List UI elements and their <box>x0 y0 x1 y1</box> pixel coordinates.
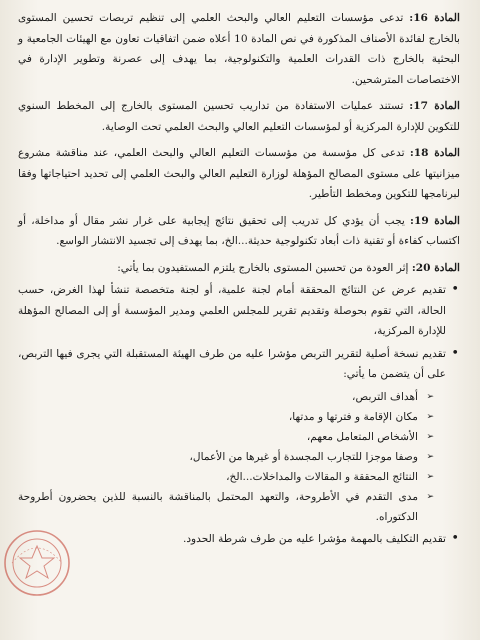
article-text: يجب أن يؤدي كل تدريب إلى تحقيق نتائج إيجابية على غرار نشر مقال أو مداخلة، أو اكتساب كفاءة أو تقنية ذات أبعاد تكنولوجية حديثة...الخ، بما يهدف إلى تجسيد الانتشار الواسع. <box>18 214 460 247</box>
article-20 <box>18 258 460 550</box>
sub-list-item: ➢ وصفا موجزا للتجارب المجسدة أو غيرها من الأعمال، <box>18 447 418 467</box>
article-intro: إثر العودة من تحسين المستوى بالخارج يلتزم المستفيدون بما يأتي: <box>117 261 412 274</box>
article-text: تستند عمليات الاستفادة من تداريب تحسين المستوى بالخارج إلى المخطط السنوي للتكوين للإدارة المركزية أو لمؤسسات التعليم العالي والبحث العلمي تحت الوصاية. <box>18 100 460 133</box>
list-item: • تقديم نسخة أصلية لتقرير التربص مؤشرا عليه من طرف الهيئة المستقبلة التي يجرى فيها التربص، على أن يتضمن ما يأتي: ➢ أهداف التربص، ➢ مكان الإقامة و فترتها و مدتها، ➢ الأشخاص المتعامل معهم، ➢ وصفا موجزا للتجارب المجسدة أو غيرها من الأعمال، ➢ النتائج المحققة و المقالات والمداخلات...الخ، ➢ مدى التقدم في الأطروحة، والتعهد المحتمل بالمناقشة بالنسبة للذين يحضرون أطروحة الدكتوراه. <box>18 344 446 527</box>
article-19 <box>18 211 460 252</box>
sub-list-item: ➢ مدى التقدم في الأطروحة، والتعهد المحتمل بالمناقشة بالنسبة للذين يحضرون أطروحة الدكتوراه. <box>18 487 418 527</box>
sub-list-item: ➢ أهداف التربص، <box>18 387 418 407</box>
report-contents-list <box>18 387 446 527</box>
article-18 <box>18 143 460 205</box>
obligations-list <box>18 280 460 549</box>
article-number: المادة 18: <box>409 147 461 159</box>
article-number: المادة 17: <box>409 100 460 112</box>
list-item: • تقديم عرض عن النتائج المحققة أمام لجنة علمية، أو لجنة متخصصة تنشأ لهذا الغرض، حسب الحالة، التي تقوم بحوصلة وتقديم تقرير للمجلس العلمي ومدير المؤسسة أو إلى المصالح المؤهلة للإدارة المركزية، <box>18 280 446 342</box>
sub-list-item: ➢ مكان الإقامة و فترتها و مدتها، <box>18 407 418 427</box>
article-17 <box>18 96 460 137</box>
sub-list-item: ➢ النتائج المحققة و المقالات والمداخلات...الخ، <box>18 467 418 487</box>
article-text: تدعى مؤسسات التعليم العالي والبحث العلمي إلى تنظيم تربصات تحسين المستوى بالخارج لفائدة الأصناف المذكورة في نص المادة 10 أعلاه ضمن اتفاقيات تعاون مع الهيئات الجامعية و البحثية بالخارج ذات القدرات العلمية والتكنولوجية، بما يهدف إلى عصرنة وتطوير الإدارة في الاختصاصات المترشحين. <box>18 12 460 86</box>
article-number: المادة 19: <box>410 214 460 227</box>
sub-list-item: ➢ الأشخاص المتعامل معهم، <box>18 427 418 447</box>
article-text: تدعى كل مؤسسة من مؤسسات التعليم العالي والبحث العلمي، عند مناقشة مشروع ميزانيتها على مستوى المصالح المؤهلة لوزارة التعليم العالي والبحث العلمي إلى تحديد احتياجاتها وفقا لبرنامجها للتكوين ومخطط التأطير. <box>18 147 460 200</box>
list-item: • تقديم التكليف بالمهمة مؤشرا عليه من طرف شرطة الحدود. <box>18 529 446 550</box>
article-16 <box>18 8 460 90</box>
document-body <box>18 8 460 555</box>
article-number: المادة 16: <box>409 12 460 24</box>
article-number: المادة 20: <box>411 261 460 274</box>
